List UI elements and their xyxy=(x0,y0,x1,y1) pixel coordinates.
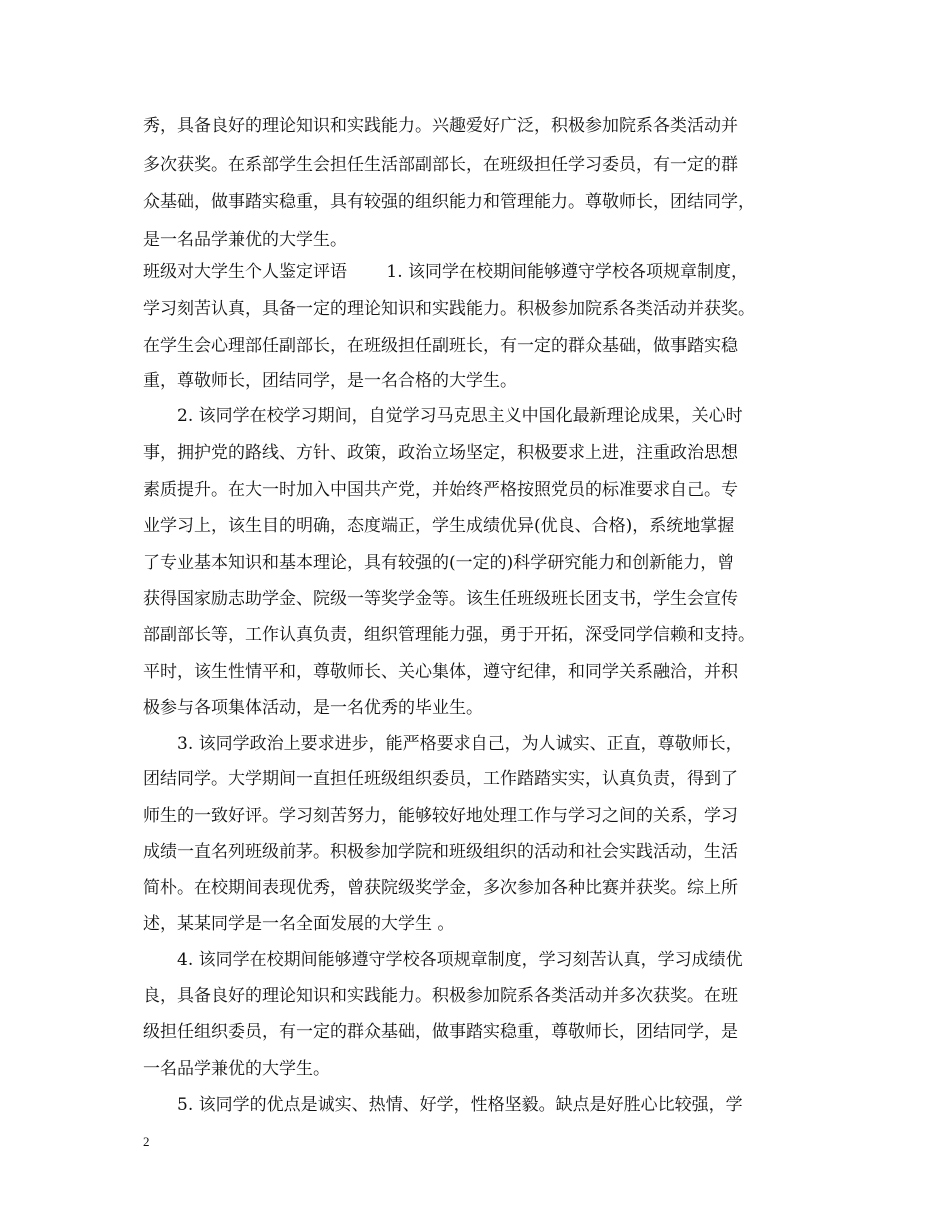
text-line: 事，拥护党的路线、方针、政策，政治立场坚定，积极要求上进，注重政治思想 xyxy=(143,443,738,463)
text-line: 在学生会心理部任副部长，在班级担任副班长，有一定的群众基础，做事踏实稳 xyxy=(143,336,738,356)
text-line: 重，尊敬师长，团结同学，是一名合格的大学生。 xyxy=(143,371,517,391)
text-line: 部副部长等，工作认真负责，组织管理能力强，勇于开拓，深受同学信赖和支持。 xyxy=(143,625,755,645)
text-line: 获得国家励志助学金、院级一等奖学金等。该生任班级班长团支书，学生会宣传 xyxy=(143,589,738,609)
text-line: 多次获奖。在系部学生会担任生活部副部长，在班级担任学习委员，有一定的群 xyxy=(143,155,738,175)
text-line: 2. 该同学在校学习期间，自觉学习马克思主义中国化最新理论成果，关心时 xyxy=(143,406,743,426)
text-line: 一名品学兼优的大学生。 xyxy=(143,1059,330,1079)
text-line: 班级对大学生个人鉴定评语 1. 该同学在校期间能够遵守学校各项规章制度， xyxy=(143,262,749,282)
text-line: 秀，具备良好的理论知识和实践能力。兴趣爱好广泛，积极参加院系各类活动并 xyxy=(143,116,738,136)
text-line: 4. 该同学在校期间能够遵守学校各项规章制度，学习刻苦认真，学习成绩优 xyxy=(143,950,743,970)
page-number: 2 xyxy=(143,1134,150,1149)
text-line: 团结同学。大学期间一直担任班级组织委员，工作踏踏实实，认真负责，得到了 xyxy=(143,769,738,789)
text-line: 素质提升。在大一时加入中国共产党，并始终严格按照党员的标准要求自己。专 xyxy=(143,480,738,500)
text-line: 述，某某同学是一名全面发展的大学生 。 xyxy=(143,914,455,934)
text-line: 是一名品学兼优的大学生。 xyxy=(143,230,347,250)
text-line: 学习刻苦认真，具备一定的理论知识和实践能力。积极参加院系各类活动并获奖。 xyxy=(143,299,755,319)
text-line: 5. 该同学的优点是诚实、热情、好学，性格坚毅。缺点是好胜心比较强，学 xyxy=(143,1095,743,1115)
text-line: 业学习上，该生目的明确，态度端正，学生成绩优异(优良、合格)，系统地掌握 xyxy=(143,516,735,536)
text-line: 了专业基本知识和基本理论，具有较强的(一定的)科学研究能力和创新能力，曾 xyxy=(143,553,735,573)
text-line: 3. 该同学政治上要求进步，能严格要求自己，为人诚实、正直，尊敬师长， xyxy=(143,734,743,754)
text-line: 良，具备良好的理论知识和实践能力。积极参加院系各类活动并多次获奖。在班 xyxy=(143,986,738,1006)
text-line: 平时，该生性情平和，尊敬师长、关心集体，遵守纪律，和同学关系融洽，并积 xyxy=(143,662,738,682)
text-line: 师生的一致好评。学习刻苦努力，能够较好地处理工作与学习之间的关系，学习 xyxy=(143,806,738,826)
text-line: 级担任组织委员，有一定的群众基础，做事踏实稳重，尊敬师长，团结同学，是 xyxy=(143,1022,738,1042)
text-line: 成绩一直名列班级前茅。积极参加学院和班级组织的活动和社会实践活动，生活 xyxy=(143,842,738,862)
text-line: 众基础，做事踏实稳重，具有较强的组织能力和管理能力。尊敬师长，团结同学， xyxy=(143,192,755,212)
text-line: 极参与各项集体活动，是一名优秀的毕业生。 xyxy=(143,698,483,718)
text-line: 简朴。在校期间表现优秀，曾获院级奖学金，多次参加各种比赛并获奖。综上所 xyxy=(143,878,738,898)
